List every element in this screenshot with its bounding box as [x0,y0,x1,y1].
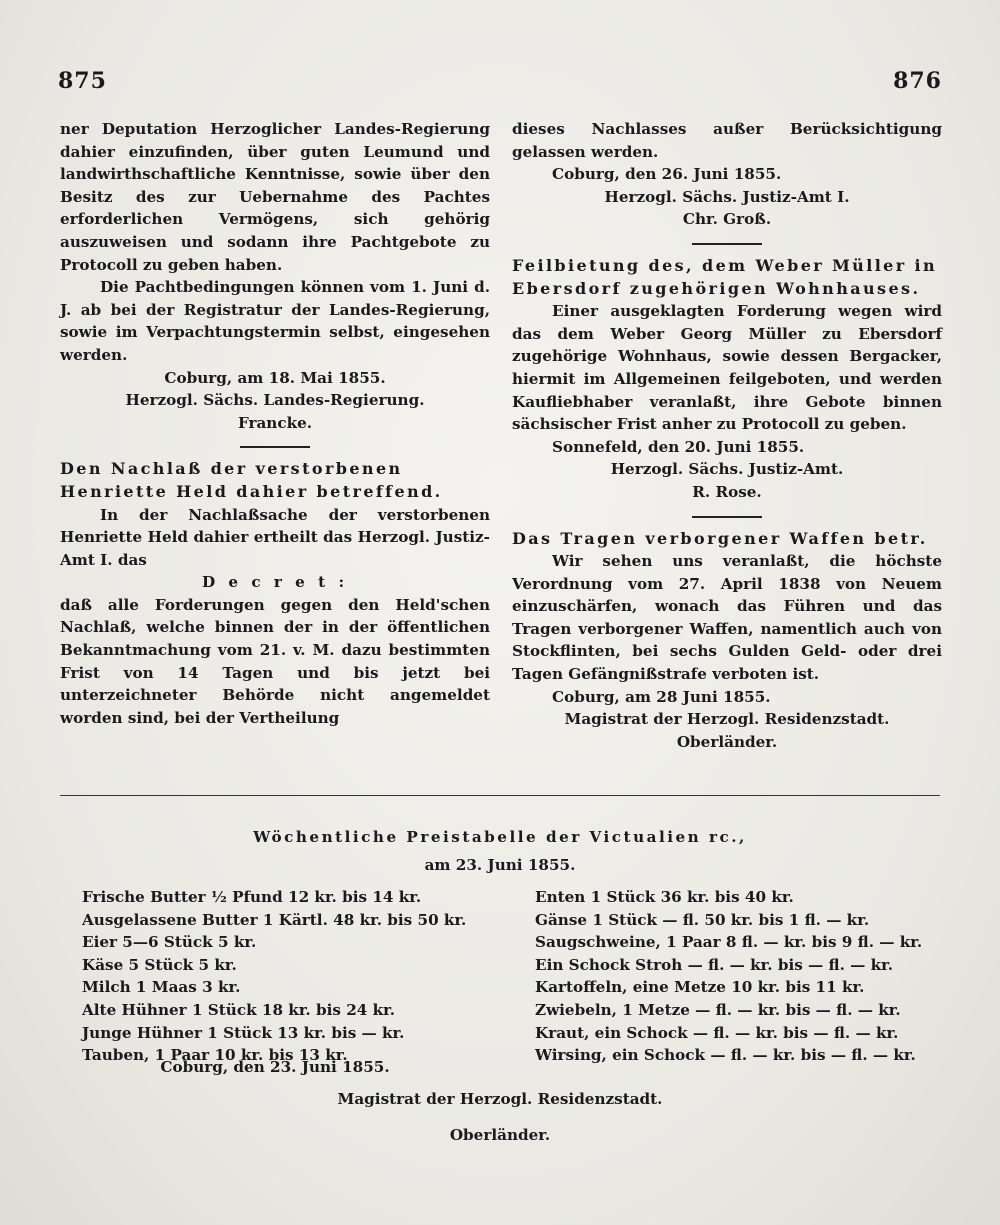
left-column [60,118,490,729]
price-table-title: Wöchentliche Preistabelle der Victualien rc., [253,828,747,846]
price-item: Gänse 1 Stück — fl. 50 kr. bis 1 fl. — kr. [535,910,870,929]
price-table-signature: Oberländer. [449,1126,551,1144]
separator-rule [692,516,762,518]
price-item: Tauben, 1 Paar 10 kr. bis 13 kr. [82,1046,348,1065]
price-item: Käse 5 Stück 5 kr. [82,955,237,974]
paragraph: Die Pachtbedingungen können vom 1. Juni d. J. ab bei der Registratur der Landes-Regierung, sowie im Verpachtungstermin selbst, eingesehen werden. [60,278,490,364]
decret-text: daß alle Forderungen gegen den Held'schen Nachlaß, welche binnen der in der öffentlichen Bekanntmachung vom 21. v. M. dazu bestimmten Frist von 14 Tagen und bis jetzt bei unterzeichneter Behörde nicht angemeldet worden sind, bei der Vertheilung [60,595,490,727]
page-number-left: 875 [58,68,107,94]
signature: Oberländer. [676,732,778,751]
price-item: Wirsing, ein Schock — fl. — kr. bis — fl. — kr. [535,1046,916,1065]
paragraph: In der Nachlaßsache der verstorbenen Henriette Held dahier ertheilt das Herzogl. Justiz-Amt I. das [60,505,490,569]
right-column [512,118,942,753]
signature: Chr. Groß. [682,210,772,229]
price-item: Eier 5—6 Stück 5 kr. [82,933,257,952]
section-heading: Den Nachlaß der verstorbenen Henriette Held dahier betreffend. [60,459,443,501]
authority-line: Herzogl. Sächs. Landes-Regierung. [125,391,425,410]
signature: Francke. [237,413,313,432]
price-list-right [535,886,922,1067]
price-table-date-footer: Coburg, den 23. Juni 1855. [160,1058,390,1076]
section-heading: Feilbietung des, dem Weber Müller in Ebersdorf zugehörigen Wohnhauses. [512,255,938,298]
date-line: Coburg, den 26. Juni 1855. [552,165,782,184]
date-line: Coburg, am 28 Juni 1855. [552,687,771,706]
price-item: Ausgelassene Butter 1 Kärtl. 48 kr. bis 50 kr. [82,910,467,929]
paragraph: Wir sehen uns veranlaßt, die höchste Verordnung vom 27. April 1838 von Neuem einzuschärfen, wonach das Führen und das Tragen verborgener Waffen, namentlich auch von Stockflinten, bei sechs Gulden Geld- oder drei Tagen Gefängnißstrafe verboten ist. [512,552,942,684]
price-item: Saugschweine, 1 Paar 8 fl. — kr. bis 9 fl. — kr. [535,933,923,952]
signature: R. Rose. [692,482,762,501]
section-heading: Das Tragen verborgener Waffen betr. [512,528,928,548]
separator-rule [240,446,310,448]
price-item: Frische Butter ½ Pfund 12 kr. bis 14 kr. [82,888,422,906]
price-item: Milch 1 Maas 3 kr. [82,978,241,997]
price-item: Enten 1 Stück 36 kr. bis 40 kr. [535,888,794,906]
authority-line: Herzogl. Sächs. Justiz-Amt. [610,460,844,479]
paragraph: ner Deputation Herzoglicher Landes-Regierung dahier einzufinden, über guten Leumund und landwirthschaftliche Kenntnisse, sowie über den Besitz des zur Uebernahme des Pachtes erforderlichen Vermögens, sich gehörig auszuweisen und sodann ihre Pachtgebote zu Protocoll zu geben haben. [60,120,490,274]
price-list-left [82,886,466,1067]
date-line: Sonnefeld, den 20. Juni 1855. [552,437,805,456]
price-item: Junge Hühner 1 Stück 13 kr. bis — kr. [82,1023,405,1042]
price-item: Alte Hühner 1 Stück 18 kr. bis 24 kr. [82,1000,396,1019]
authority-line: Herzogl. Sächs. Justiz-Amt I. [604,187,850,206]
price-table-authority: Magistrat der Herzogl. Residenzstadt. [337,1090,663,1108]
date-line: Coburg, am 18. Mai 1855. [164,368,386,387]
separator-rule [692,243,762,245]
price-table-date: am 23. Juni 1855. [424,856,576,874]
price-item: Ein Schock Stroh — fl. — kr. bis — fl. — kr. [535,955,894,974]
horizontal-rule [60,795,940,796]
authority-line: Magistrat der Herzogl. Residenzstadt. [564,710,890,729]
price-item: Kartoffeln, eine Metze 10 kr. bis 11 kr. [535,978,865,997]
decret-heading: D e c r e t : [201,573,349,592]
paragraph-continuation: dieses Nachlasses außer Berücksichtigung gelassen werden. [512,120,942,161]
price-item: Kraut, ein Schock — fl. — kr. bis — fl. — kr. [535,1023,899,1042]
paragraph: Einer ausgeklagten Forderung wegen wird das dem Weber Georg Müller zu Ebersdorf zugehörige Wohnhaus, sowie dessen Bergacker, hiermit im Allgemeinen feilgeboten, und werden Kaufliebhaber veranlaßt, ihre Gebote binnen sächsischer Frist anher zu Protocoll zu geben. [512,302,942,434]
page-number-right: 876 [893,68,942,94]
price-item: Zwiebeln, 1 Metze — fl. — kr. bis — fl. — kr. [535,1000,901,1019]
